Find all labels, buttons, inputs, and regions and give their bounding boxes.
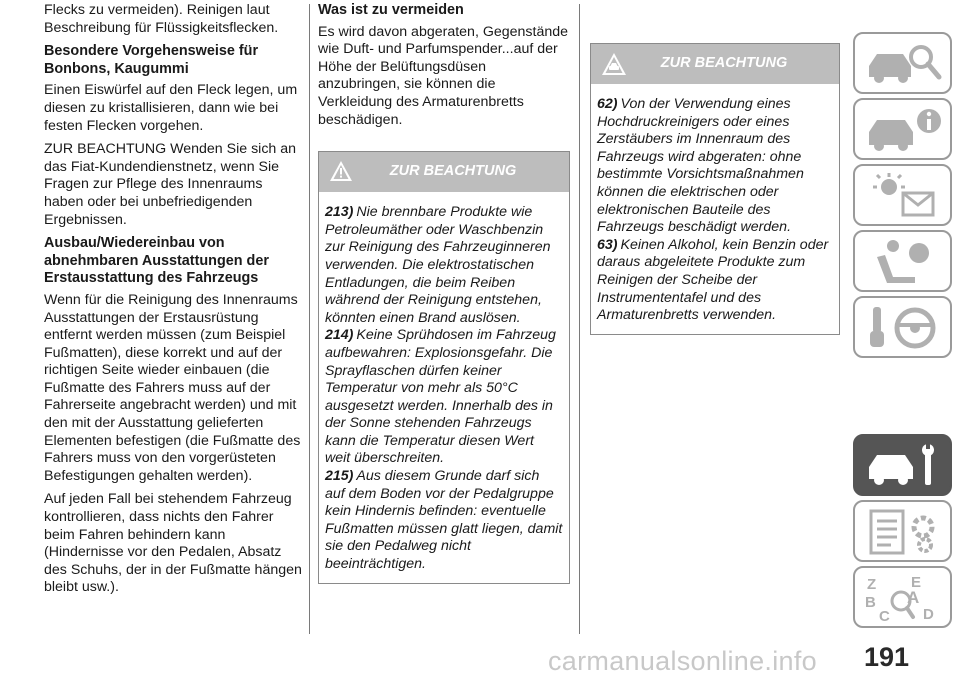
warning-item-number: 215) xyxy=(325,468,354,485)
tab-car-search[interactable] xyxy=(853,32,952,94)
warning-lights-icon xyxy=(863,171,945,221)
section-heading: Ausbau/Wiedereinbau von abnehmbaren Ausstattungen der Erstausstattung des Fahrzeugs xyxy=(44,235,269,287)
warning-item-text: Keine Sprühdosen im Fahrzeug aufbewahren: Explosionsgefahr. Die Sprayflaschen dürfen keiner Temperatur von mehr als 50°C ausgesetzt werden. Innerhalb des in der Sonne stehenden Fahrzeugs kann die Temperatur diesen Wert weit überschreiten. xyxy=(325,327,556,467)
tab-warning-lights[interactable] xyxy=(853,164,952,226)
warning-title: ZUR BEACHTUNG xyxy=(660,55,788,71)
warning-header xyxy=(319,152,569,192)
watermark: carmanualsonline.info xyxy=(548,646,817,676)
tab-key-steering[interactable] xyxy=(853,296,952,358)
warning-item-text: Aus diesem Grunde darf sich auf dem Boden vor der Pedalgruppe kein Hindernis befinden: eventuelle Fußmatten müssen glatt liegen, damit sie den Pedalweg nicht beeinträchtigen. xyxy=(325,468,563,573)
seat-airbag-icon xyxy=(863,237,945,287)
warning-item-text: Nie brennbare Produkte wie Petroleumäther oder Waschbenzin zur Reinigung des Fahrzeuginneren verwenden. Die elektrostatischen Entladungen, die beim Reiben während der Reinigung entstehen, könnten einen Brand auslösen. xyxy=(325,204,551,326)
paragraph: Auf jeden Fall bei stehendem Fahrzeug kontrollieren, dass nichts den Fahrer beim Fahren behindern kann (Hindernisse vor den Pedalen, Absatz des Schuhs, der in der Fußmatte hängen bleibt usw.). xyxy=(44,491,302,596)
tab-seat-airbag[interactable] xyxy=(853,230,952,292)
paragraph: Flecks zu vermeiden). Reinigen laut Beschreibung für Flüssigkeitsflecken. xyxy=(44,2,279,36)
warning-item xyxy=(597,96,833,237)
warning-box xyxy=(590,43,840,335)
column-1 xyxy=(44,2,302,603)
column-divider xyxy=(309,4,310,634)
index-letter-a: A xyxy=(907,588,920,607)
column-3 xyxy=(590,43,840,335)
key-steering-icon xyxy=(863,303,945,353)
tab-car-wrench[interactable] xyxy=(853,434,952,496)
warning-body xyxy=(591,84,839,334)
index-icon xyxy=(863,573,945,623)
column-2 xyxy=(318,2,570,584)
paragraph: Es wird davon abgeraten, Gegenstände wie Duft- und Parfumspender...auf der Höhe der Belüftungsdüsen anzubringen, sie können die Verkleidung des Armaturenbretts beschädigen. xyxy=(318,23,569,128)
tab-index[interactable] xyxy=(853,566,952,628)
warning-item-text: Keinen Alkohol, kein Benzin oder daraus abgeleitete Produkte zum Reinigen der Scheibe der Instrumententafel und des Armaturenbretts verwenden. xyxy=(597,236,829,324)
paragraph: Einen Eiswürfel auf den Fleck legen, um diesen zu kristallisieren, dann wie bei festen Flecken vorgehen. xyxy=(44,82,298,134)
car-info-icon xyxy=(863,105,945,155)
car-search-icon xyxy=(863,39,945,89)
paragraph: ZUR BEACHTUNG Wenden Sie sich an das Fiat-Kundendienstnetz, wenn Sie Fragen zur Pflege des Innenraums haben oder bei unbefriedigenden Ergebnissen. xyxy=(44,141,297,228)
index-letter-d: D xyxy=(923,606,934,623)
warning-body xyxy=(319,192,569,582)
warning-item-number: 62) xyxy=(597,96,618,112)
tab-technical-data[interactable] xyxy=(853,500,952,562)
warning-item-number: 63) xyxy=(597,236,618,253)
index-letter-c: C xyxy=(879,608,890,623)
warning-title: ZUR BEACHTUNG xyxy=(389,163,517,180)
warning-item-number: 213) xyxy=(325,204,354,221)
section-heading: Besondere Vorgehensweise für Bonbons, Kaugummi xyxy=(44,43,259,77)
index-letter-e: E xyxy=(911,574,922,591)
warning-item xyxy=(325,327,563,468)
car-wrench-icon xyxy=(863,441,945,491)
page-number: 191 xyxy=(864,642,910,672)
index-letter-b: B xyxy=(865,594,876,611)
paragraph: Wenn für die Reinigung des Innenraums Ausstattungen der Erstausrüstung entfernt werden müssen (zum Beispiel Fußmatten), diese korrekt und auf der richtigen Seite wieder einbauen (die Fußmatte des Fahrers muss auf der Fahrerseite angebracht werden) und mit den mit der Ausstattung gelieferten Elementen befestigen (die Fußmatte des Fahrers muss von den vorgerüsteten Befestigungen gehalten werden). xyxy=(44,291,301,484)
warning-item xyxy=(325,468,563,574)
index-letter-z: Z xyxy=(867,576,877,593)
warning-header xyxy=(591,44,839,84)
tab-car-info[interactable] xyxy=(853,98,952,160)
warning-item-text: Von der Verwendung eines Hochdruckreinigers oder eines Zerstäubers im Innenraum des Fahrzeugs wird abgeraten: ohne bestimmte Vorsichtsmaßnahmen können die elektrischen oder elektronischen Bauteile des Fahrzeugs beschädigt werden. xyxy=(597,96,804,236)
column-divider xyxy=(579,4,580,634)
technical-data-icon xyxy=(863,507,945,557)
section-heading: Was ist zu vermeiden xyxy=(318,2,464,18)
warning-item-number: 214) xyxy=(325,327,354,344)
warning-item xyxy=(325,204,563,327)
warning-item xyxy=(597,237,833,325)
warning-box xyxy=(318,151,570,583)
